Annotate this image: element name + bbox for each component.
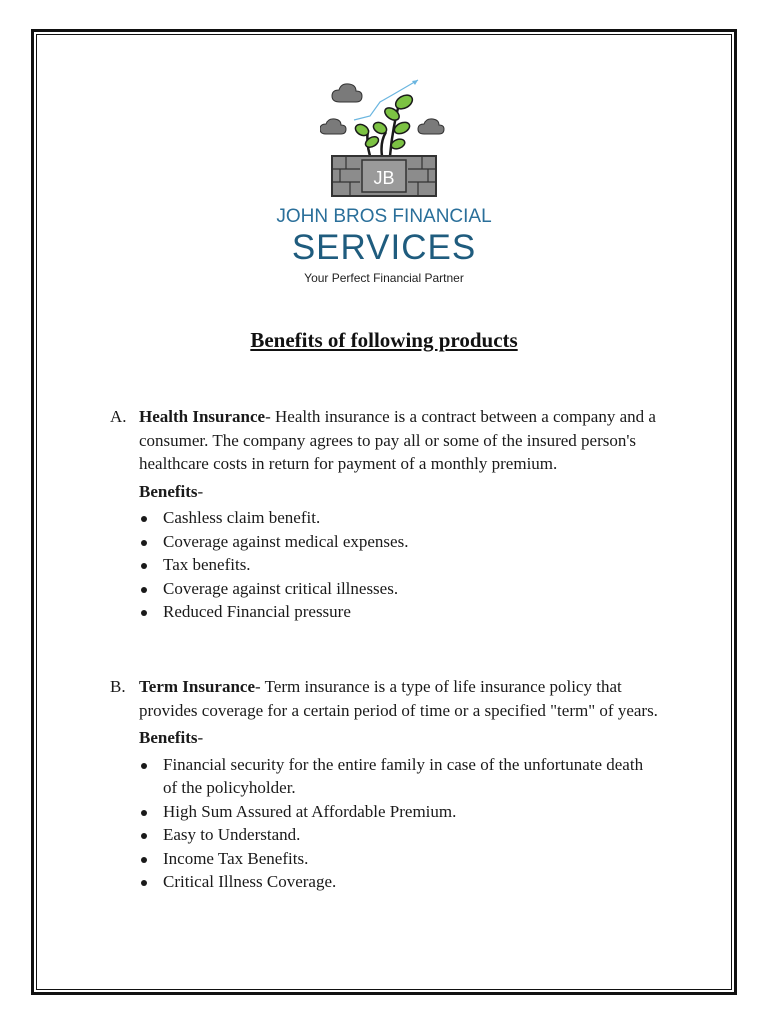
benefits-list: [139, 506, 659, 624]
list-item: Easy to Understand.: [139, 823, 659, 847]
list-item: Critical Illness Coverage.: [139, 870, 659, 894]
section-paragraph: [139, 675, 659, 722]
brand-name-line2: SERVICES: [291, 228, 477, 267]
section-paragraph: [139, 405, 659, 476]
list-item: Reduced Financial pressure: [139, 600, 659, 624]
benefits-suffix: -: [197, 728, 204, 747]
list-item: Cashless claim benefit.: [139, 506, 659, 530]
section-name: Term Insurance: [139, 677, 256, 696]
section-marker: A.: [110, 407, 127, 426]
page-title: Benefits of following products: [250, 328, 518, 352]
benefits-heading: [139, 480, 659, 504]
plant-wall-logo-icon: [320, 72, 448, 200]
benefits-heading: [139, 726, 659, 750]
benefits-suffix: -: [197, 481, 204, 501]
benefits-list: [139, 753, 659, 894]
list-item: Coverage against medical expenses.: [139, 530, 659, 554]
section-description: - Term insurance is a type of life insurance policy that provides coverage for a certain period of time or a specified "term" of years.: [139, 677, 658, 720]
benefits-label: Benefits: [139, 728, 198, 747]
section-marker: B.: [110, 677, 126, 696]
list-item: High Sum Assured at Affordable Premium.: [139, 800, 659, 824]
brand-tagline: Your Perfect Financial Partner: [304, 271, 464, 285]
brand-name-line1: JOHN BROS FINANCIAL: [276, 206, 492, 227]
list-item: Tax benefits.: [139, 553, 659, 577]
list-item: Coverage against critical illnesses.: [139, 577, 659, 601]
list-item: Financial security for the entire family in case of the unfortunate death of the policyholder.: [139, 753, 659, 800]
company-logo: [264, 72, 504, 292]
list-item: Income Tax Benefits.: [139, 847, 659, 871]
section-name: Health Insurance: [139, 407, 266, 426]
benefits-label: Benefits: [139, 481, 198, 501]
section-description: - Health insurance is a contract between a company and a consumer. The company agrees to pay all or some of the insured person's healthcare costs in return for payment of a monthly premium.: [139, 407, 656, 473]
logo-initials: JB: [373, 168, 395, 188]
